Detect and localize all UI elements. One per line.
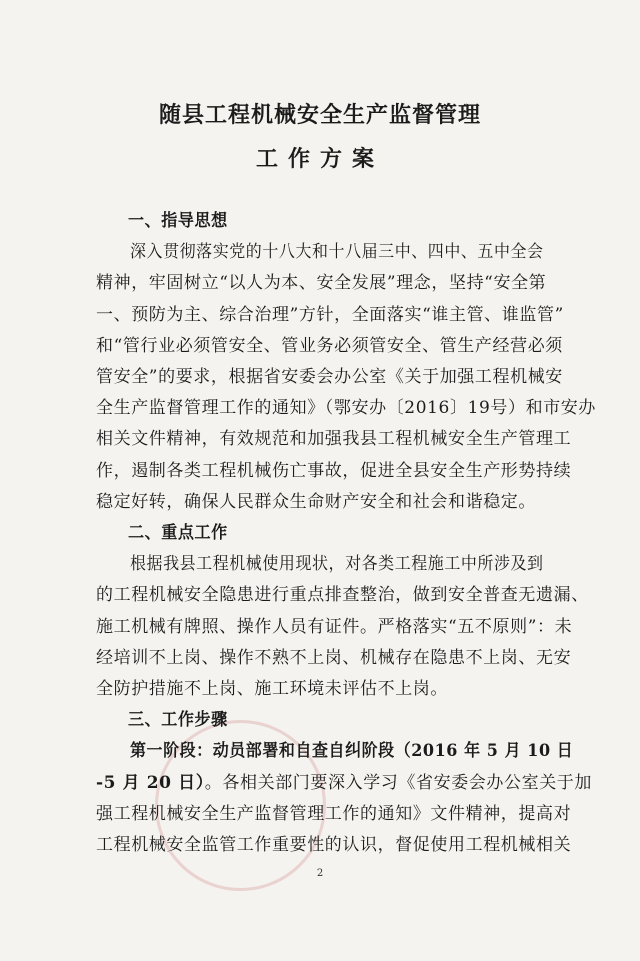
document-title-line2: 工作方案 bbox=[255, 146, 384, 172]
paragraph-line: 深入贯彻落实党的十八大和十八届三中、四中、五中全会 bbox=[130, 242, 544, 263]
paragraph-line: 经培训不上岗、操作不熟不上岗、机械存在隐患不上岗、无安 bbox=[96, 647, 572, 668]
paragraph-line bbox=[96, 768, 596, 793]
stage-date-range: -5 月 20 日） bbox=[96, 772, 205, 793]
paragraph-line: 管安全”的要求，根据省安委会办公室《关于加强工程机械安 bbox=[96, 367, 563, 387]
paragraph-text: 。各相关部门要深入学习《省安委会办公室关于加 bbox=[204, 772, 592, 793]
paragraph-line: 稳定好转，确保人民群众生命财产安全和社会和谐稳定。 bbox=[96, 491, 536, 512]
stage-heading-line: 第一阶段：动员部署和自查自纠阶段（2016 年 5 月 10 日 bbox=[130, 741, 574, 762]
paragraph-line: 相关文件精神，有效规范和加强我县工程机械安全生产管理工 bbox=[96, 429, 572, 450]
paragraph-line: 施工机械有牌照、操作人员有证件。严格落实“五不原则”：未 bbox=[96, 616, 573, 637]
paragraph-line: 精神，牢固树立“以人为本、安全发展”理念，坚持“安全第 bbox=[96, 273, 547, 294]
paragraph-line: 一、预防为主、综合治理”方针，全面落实“谁主管、谁监管” bbox=[96, 304, 564, 325]
paragraph-line: 全防护措施不上岗、施工环境未评估不上岗。 bbox=[96, 679, 448, 699]
paragraph-line: 作，遏制各类工程机械伤亡事故，促进全县安全生产形势持续 bbox=[96, 460, 572, 481]
section-heading: 一、指导思想 bbox=[128, 211, 228, 231]
paragraph-line: 和“管行业必须管安全、管业务必须管安全、管生产经营必须 bbox=[96, 335, 563, 356]
page-number: 2 bbox=[316, 868, 324, 879]
paragraph-line: 工程机械安全监管工作重要性的认识，督促使用工程机械相关 bbox=[96, 835, 572, 855]
section-heading: 二、重点工作 bbox=[128, 523, 228, 543]
paragraph-line: 的工程机械安全隐患进行重点排查整治，做到安全普查无遗漏、 bbox=[96, 585, 589, 606]
paragraph-line: 强工程机械安全生产监督管理工作的通知》文件精神，提高对 bbox=[96, 803, 572, 824]
section-heading: 三、工作步骤 bbox=[128, 710, 228, 731]
paragraph-line: 根据我县工程机械使用现状，对各类工程施工中所涉及到 bbox=[130, 554, 544, 575]
paragraph-line: 全生产监督管理工作的通知》（鄂安办〔2016〕19号）和市安办 bbox=[96, 398, 596, 419]
document-title-line1: 随县工程机械安全生产监督管理 bbox=[158, 102, 481, 128]
